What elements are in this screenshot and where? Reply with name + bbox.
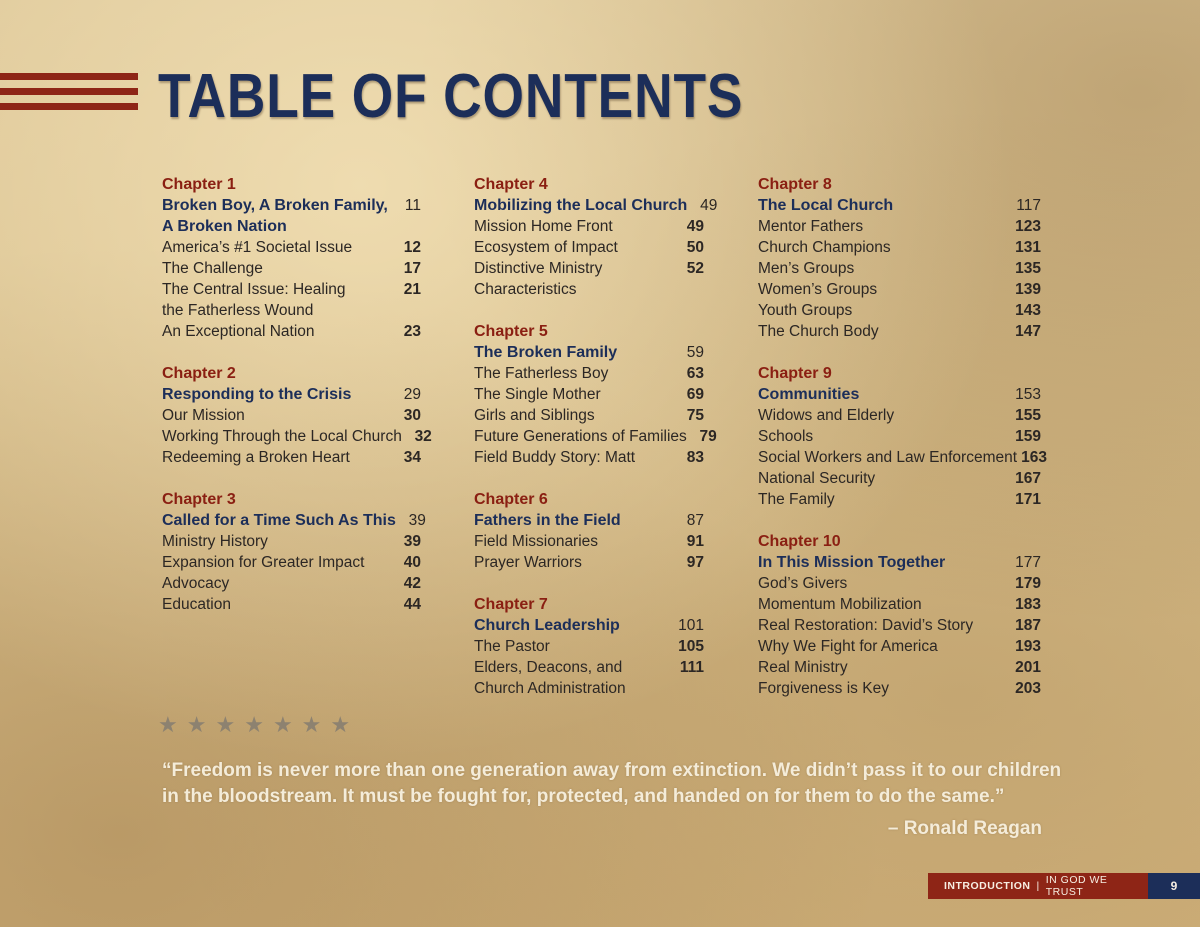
toc-entry-title: The Fatherless Boy [474, 365, 609, 382]
toc-entry-title: Chapter 7 [474, 596, 548, 613]
toc-chapter-label [162, 363, 421, 384]
toc-entry-title: Called for a Time Such As This [162, 512, 396, 529]
toc-entry-title: Chapter 1 [162, 176, 236, 193]
toc-spacer [162, 468, 421, 489]
toc-page-number: 39 [408, 512, 426, 529]
toc-column-3 [758, 174, 1048, 699]
toc-entry-title: The Broken Family [474, 344, 618, 361]
toc-entry-title: Real Ministry [758, 659, 848, 676]
toc-entry [474, 552, 704, 573]
toc-chapter-title [474, 510, 704, 531]
toc-entry [474, 279, 704, 300]
toc-entry [474, 636, 704, 657]
toc-entry [758, 237, 1041, 258]
toc-entry [162, 552, 421, 573]
toc-entry-title: Our Mission [162, 407, 245, 424]
toc-chapter-title [162, 195, 421, 216]
toc-page-number: 131 [1015, 239, 1041, 256]
toc-entry-title: Chapter 10 [758, 533, 841, 550]
toc-page-number: 123 [1015, 218, 1041, 235]
toc-entry-title: Prayer Warriors [474, 554, 582, 571]
toc-page-number: 87 [686, 512, 704, 529]
toc-page-number: 29 [403, 386, 421, 403]
toc-entry-title: Communities [758, 386, 860, 403]
toc-entry-title: Schools [758, 428, 814, 445]
toc-entry [474, 405, 704, 426]
toc-page-number: 179 [1015, 575, 1041, 592]
toc-entry [758, 657, 1041, 678]
toc-entry-title: Ministry History [162, 533, 268, 550]
toc-entry-title: Chapter 3 [162, 491, 236, 508]
page-footer [928, 873, 1200, 899]
toc-entry [474, 384, 704, 405]
toc-entry [162, 426, 432, 447]
toc-entry [474, 678, 704, 699]
toc-chapter-title [758, 552, 1041, 573]
toc-entry [162, 573, 421, 594]
toc-entry [474, 531, 704, 552]
toc-page-number: 23 [403, 323, 421, 340]
toc-entry-title: Mission Home Front [474, 218, 613, 235]
toc-entry-title: National Security [758, 470, 876, 487]
toc-page-number: 97 [686, 554, 704, 571]
toc-entry [162, 279, 421, 300]
toc-entry [758, 321, 1041, 342]
toc-entry [162, 237, 421, 258]
toc-entry-title: The Family [758, 491, 835, 508]
toc-entry-title: Church Champions [758, 239, 891, 256]
toc-page-number: 159 [1015, 428, 1041, 445]
toc-entry-title: Real Restoration: David’s Story [758, 617, 974, 634]
toc-entry [474, 237, 704, 258]
toc-page-number: 40 [403, 554, 421, 571]
toc-chapter-title [162, 216, 421, 237]
toc-page-number: 69 [686, 386, 704, 403]
toc-entry-title: Chapter 9 [758, 365, 832, 382]
toc-page-number: 12 [403, 239, 421, 256]
footer-separator: | [1036, 880, 1040, 892]
star-icon: ★ [330, 712, 351, 737]
toc-entry-title: Girls and Siblings [474, 407, 595, 424]
toc-page-number: 147 [1015, 323, 1041, 340]
toc-page-number: 201 [1015, 659, 1041, 676]
toc-page-number: 63 [686, 365, 704, 382]
toc-page-number: 39 [403, 533, 421, 550]
toc-spacer [474, 573, 704, 594]
toc-entry [474, 363, 704, 384]
toc-entry-title: Future Generations of Families [474, 428, 687, 445]
toc-page-number: 44 [403, 596, 421, 613]
toc-entry-title: A Broken Nation [162, 218, 287, 235]
toc-spacer [474, 468, 704, 489]
toc-entry-title: Church Administration [474, 680, 626, 697]
toc-chapter-title [162, 384, 421, 405]
toc-chapter-title [474, 195, 718, 216]
toc-entry-title: Fathers in the Field [474, 512, 621, 529]
toc-column-1 [162, 174, 432, 615]
toc-page-number: 171 [1015, 491, 1041, 508]
toc-spacer [758, 342, 1041, 363]
toc-page-number: 59 [686, 344, 704, 361]
toc-chapter-label [474, 321, 704, 342]
toc-entry [758, 300, 1041, 321]
toc-page-number: 105 [678, 638, 704, 655]
toc-entry-title: The Challenge [162, 260, 263, 277]
toc-entry-title: The Single Mother [474, 386, 601, 403]
toc-spacer [162, 342, 421, 363]
toc-entry-title: In This Mission Together [758, 554, 946, 571]
toc-chapter-label [758, 363, 1041, 384]
toc-chapter-label [758, 531, 1041, 552]
page-number: 9 [1148, 873, 1200, 899]
toc-chapter-title [474, 342, 704, 363]
toc-column-2 [474, 174, 718, 699]
toc-chapter-label [162, 489, 421, 510]
toc-page-number: 143 [1015, 302, 1041, 319]
toc-entry [162, 321, 421, 342]
toc-entry-title: Field Missionaries [474, 533, 599, 550]
toc-entry-title: Elders, Deacons, and [474, 659, 623, 676]
toc-entry [162, 258, 421, 279]
toc-page-number: 101 [678, 617, 704, 634]
toc-entry-title: The Central Issue: Healing [162, 281, 346, 298]
toc-entry [758, 468, 1041, 489]
toc-chapter-title [474, 615, 704, 636]
toc-page-number: 79 [699, 428, 717, 445]
toc-entry [474, 258, 704, 279]
toc-entry-title: Field Buddy Story: Matt [474, 449, 636, 466]
toc-chapter-label [474, 489, 704, 510]
toc-entry-title: Men’s Groups [758, 260, 855, 277]
toc-chapter-title [758, 195, 1041, 216]
toc-spacer [474, 300, 704, 321]
toc-page-number: 11 [404, 197, 421, 214]
quote-author: – Ronald Reagan [887, 818, 1042, 839]
star-icon: ★ [301, 712, 322, 737]
footer-subtitle: IN GOD WE TRUST [1045, 874, 1108, 898]
star-icon: ★ [244, 712, 264, 737]
page-title: TABLE OF CONTENTS [158, 62, 744, 131]
toc-page-number: 139 [1015, 281, 1041, 298]
toc-entry-title: the Fatherless Wound [162, 302, 314, 319]
decorative-stripes [0, 73, 138, 118]
toc-entry [758, 594, 1041, 615]
star-icon: ★ [158, 712, 178, 737]
star-icon: ★ [186, 712, 207, 737]
star-icon: ★ [215, 712, 236, 737]
toc-entry [162, 447, 421, 468]
toc-entry [162, 594, 421, 615]
toc-entry-title: An Exceptional Nation [162, 323, 315, 340]
toc-entry-title: Distinctive Ministry [474, 260, 603, 277]
toc-chapter-label [758, 174, 1041, 195]
toc-page-number: 193 [1015, 638, 1041, 655]
toc-entry [758, 426, 1041, 447]
toc-page-number: 203 [1015, 680, 1041, 697]
toc-entry-title: Social Workers and Law Enforcement [758, 449, 1018, 466]
toc-page-number: 135 [1015, 260, 1041, 277]
toc-page-number: 183 [1015, 596, 1041, 613]
toc-entry [758, 447, 1048, 468]
toc-entry-title: Mentor Fathers [758, 218, 864, 235]
toc-entry [758, 258, 1041, 279]
star-icon: ★ [272, 712, 293, 737]
toc-page-number: 167 [1015, 470, 1041, 487]
toc-page-number: 187 [1015, 617, 1041, 634]
toc-page-number: 17 [403, 260, 421, 277]
toc-chapter-label [474, 174, 704, 195]
toc-entry-title: America’s #1 Societal Issue [162, 239, 353, 256]
toc-entry-title: Church Leadership [474, 617, 620, 634]
toc-entry [162, 405, 421, 426]
toc-page-number: 163 [1021, 449, 1048, 466]
toc-entry [758, 615, 1041, 636]
toc-entry-title: Youth Groups [758, 302, 853, 319]
toc-page-number: 117 [1016, 197, 1041, 214]
toc-page-number: 75 [686, 407, 704, 424]
toc-page-number: 91 [686, 533, 704, 550]
toc-chapter-title [758, 384, 1041, 405]
toc-entry [474, 447, 704, 468]
toc-entry [474, 657, 704, 678]
toc-entry [758, 405, 1041, 426]
star-divider [158, 712, 350, 738]
toc-page-number: 49 [686, 218, 704, 235]
toc-entry-title: Widows and Elderly [758, 407, 895, 424]
footer-section-tab [928, 873, 1148, 899]
toc-entry [758, 216, 1041, 237]
toc-entry-title: Mobilizing the Local Church [474, 197, 688, 214]
toc-entry [162, 300, 421, 321]
toc-spacer [758, 510, 1041, 531]
toc-entry-title: Chapter 6 [474, 491, 548, 508]
toc-entry-title: God’s Givers [758, 575, 848, 592]
toc-entry [758, 279, 1041, 300]
toc-chapter-label [162, 174, 421, 195]
toc-entry-title: The Church Body [758, 323, 879, 340]
toc-entry [162, 531, 421, 552]
footer-section: INTRODUCTION [944, 880, 1031, 892]
toc-entry-title: Characteristics [474, 281, 577, 298]
toc-page-number: 177 [1015, 554, 1041, 571]
toc-entry [758, 636, 1041, 657]
toc-entry [758, 489, 1041, 510]
toc-entry-title: Chapter 5 [474, 323, 548, 340]
toc-entry-title: Ecosystem of Impact [474, 239, 618, 256]
toc-entry-title: Broken Boy, A Broken Family, [162, 197, 388, 214]
quote-line-1: “Freedom is never more than one generation away from extinction. We didn’t pass it to our children [162, 760, 1062, 781]
toc-page-number: 155 [1015, 407, 1041, 424]
toc-page-number: 34 [403, 449, 421, 466]
toc-page-number: 30 [403, 407, 421, 424]
toc-page-number: 52 [686, 260, 704, 277]
toc-entry-title: Why We Fight for America [758, 638, 938, 655]
toc-entry-title: The Pastor [474, 638, 550, 655]
toc-page-number: 83 [686, 449, 704, 466]
toc-page-number: 32 [414, 428, 432, 445]
toc-page-number: 50 [686, 239, 704, 256]
toc-entry-title: Chapter 4 [474, 176, 548, 193]
toc-entry-title: Working Through the Local Church [162, 428, 402, 445]
toc-entry [758, 573, 1041, 594]
toc-entry-title: Forgiveness is Key [758, 680, 889, 697]
toc-entry-title: Expansion for Greater Impact [162, 554, 365, 571]
toc-entry-title: Chapter 2 [162, 365, 236, 382]
toc-entry-title: Women’s Groups [758, 281, 878, 298]
quote-line-2: in the bloodstream. It must be fought for, protected, and handed on for them to do the same.” [162, 786, 1005, 807]
toc-page-number: 21 [403, 281, 421, 298]
toc-chapter-label [474, 594, 704, 615]
toc-entry-title: Momentum Mobilization [758, 596, 922, 613]
toc-entry-title: Advocacy [162, 575, 230, 592]
toc-entry-title: Responding to the Crisis [162, 386, 352, 403]
toc-entry [474, 216, 704, 237]
toc-chapter-title [162, 510, 426, 531]
toc-entry [758, 678, 1041, 699]
toc-entry-title: Redeeming a Broken Heart [162, 449, 350, 466]
toc-entry [474, 426, 717, 447]
quote [162, 758, 1062, 810]
toc-entry-title: Education [162, 596, 231, 613]
toc-page-number: 49 [700, 197, 718, 214]
toc-page-number: 153 [1015, 386, 1041, 403]
toc-page-number: 111 [679, 659, 704, 676]
toc-page-number: 42 [403, 575, 421, 592]
toc-entry-title: Chapter 8 [758, 176, 832, 193]
toc-entry-title: The Local Church [758, 197, 894, 214]
